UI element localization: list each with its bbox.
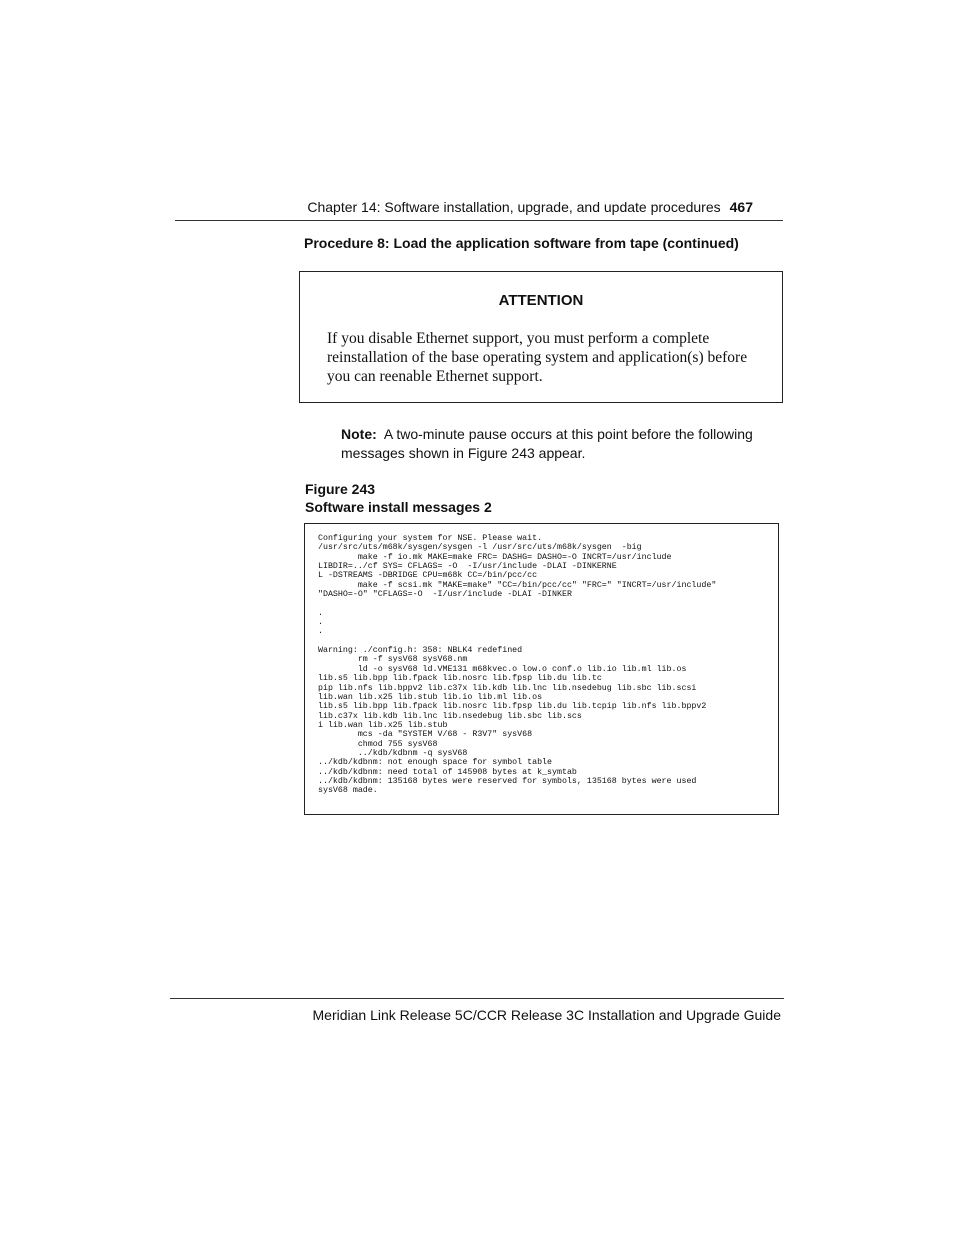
code-line: Warning: ./config.h: 358: NBLK4 redefined	[318, 646, 523, 656]
code-line: .	[318, 618, 323, 628]
page-number: 467	[729, 199, 753, 215]
code-line: make -f scsi.mk "MAKE=make" "CC=/bin/pcc/cc" "FRC=" "INCRT=/usr/include"	[318, 580, 717, 590]
code-line: pip lib.nfs lib.bppv2 lib.c37x lib.kdb lib.lnc lib.nsedebug lib.sbc lib.scsi	[318, 683, 697, 693]
footer-title: Meridian Link Release 5C/CCR Release 3C Installation and Upgrade Guide	[312, 1007, 781, 1023]
running-header	[307, 199, 753, 215]
code-line: "DASHO=-O" "CFLAGS=-O -I/usr/include -DLAI -DINKER	[318, 590, 572, 600]
code-line: lib.wan lib.x25 lib.stub lib.io lib.ml lib.os	[318, 692, 543, 702]
code-line: lib.s5 lib.bpp lib.fpack lib.nosrc lib.fpsp lib.du lib.tcpip lib.nfs lib.bppv2	[318, 702, 707, 712]
code-line: ../kdb/kdbnm -q sysV68	[318, 748, 468, 758]
attention-title: ATTENTION	[498, 292, 584, 309]
code-line: lib.c37x lib.kdb lib.lnc lib.nsedebug lib.sbc lib.scs	[318, 711, 582, 721]
note	[341, 425, 771, 463]
code-listing-box	[304, 523, 779, 815]
code-line: /usr/src/uts/m68k/sysgen/sysgen -l /usr/src/uts/m68k/sysgen -big	[318, 543, 642, 553]
figure-number: Figure 243	[305, 481, 376, 497]
code-line: ../kdb/kdbnm: need total of 145908 bytes at k_symtab	[318, 767, 577, 777]
figure-caption	[305, 480, 492, 516]
footer-rule	[170, 998, 784, 999]
figure-title: Software install messages 2	[305, 499, 492, 515]
code-line: rm -f sysV68 sysV68.nm	[318, 655, 468, 665]
code-line: chmod 755 sysV68	[318, 739, 438, 749]
code-line: lib.s5 lib.bpp lib.fpack lib.nosrc lib.fpsp lib.du lib.tc	[318, 674, 602, 684]
code-line: LIBDIR=../cf SYS= CFLAGS= -O -I/usr/include -DLAI -DINKERNE	[318, 562, 617, 572]
chapter-title: Chapter 14: Software installation, upgrade, and update procedures	[307, 199, 721, 215]
code-line: make -f io.mk MAKE=make FRC= DASHG= DASHO=-O INCRT=/usr/include	[318, 552, 672, 562]
attention-body: If you disable Ethernet support, you must perform a complete reinstallation of the base operating system and application(s) before you can reenable Ethernet support.	[327, 330, 748, 385]
code-line: .	[318, 627, 323, 637]
code-line: ../kdb/kdbnm: 135168 bytes were reserved for symbols, 135168 bytes were used	[318, 776, 697, 786]
note-text: A two-minute pause occurs at this point before the following messages shown in Figure 243 appear.	[341, 426, 753, 461]
procedure-title: Procedure 8: Load the application software from tape (continued)	[304, 235, 739, 251]
code-line: .	[318, 608, 323, 618]
attention-box	[299, 271, 783, 403]
note-label: Note:	[341, 426, 377, 442]
header-rule	[175, 220, 783, 221]
code-line: ld -o sysV68 ld.VME131 m68kvec.o low.o conf.o lib.io lib.ml lib.os	[318, 664, 687, 674]
code-line: Configuring your system for NSE. Please wait.	[318, 534, 543, 543]
code-line: mcs -da "SYSTEM V/68 - R3V7" sysV68	[318, 730, 533, 740]
code-line: ../kdb/kdbnm: not enough space for symbol table	[318, 758, 553, 768]
code-line: sysV68 made.	[318, 786, 378, 796]
code-line: L -DSTREAMS -DBRIDGE CPU=m68k CC=/bin/pcc/cc	[318, 571, 538, 581]
code-line: i lib.wan lib.x25 lib.stub	[318, 720, 448, 730]
code-listing	[318, 534, 716, 796]
